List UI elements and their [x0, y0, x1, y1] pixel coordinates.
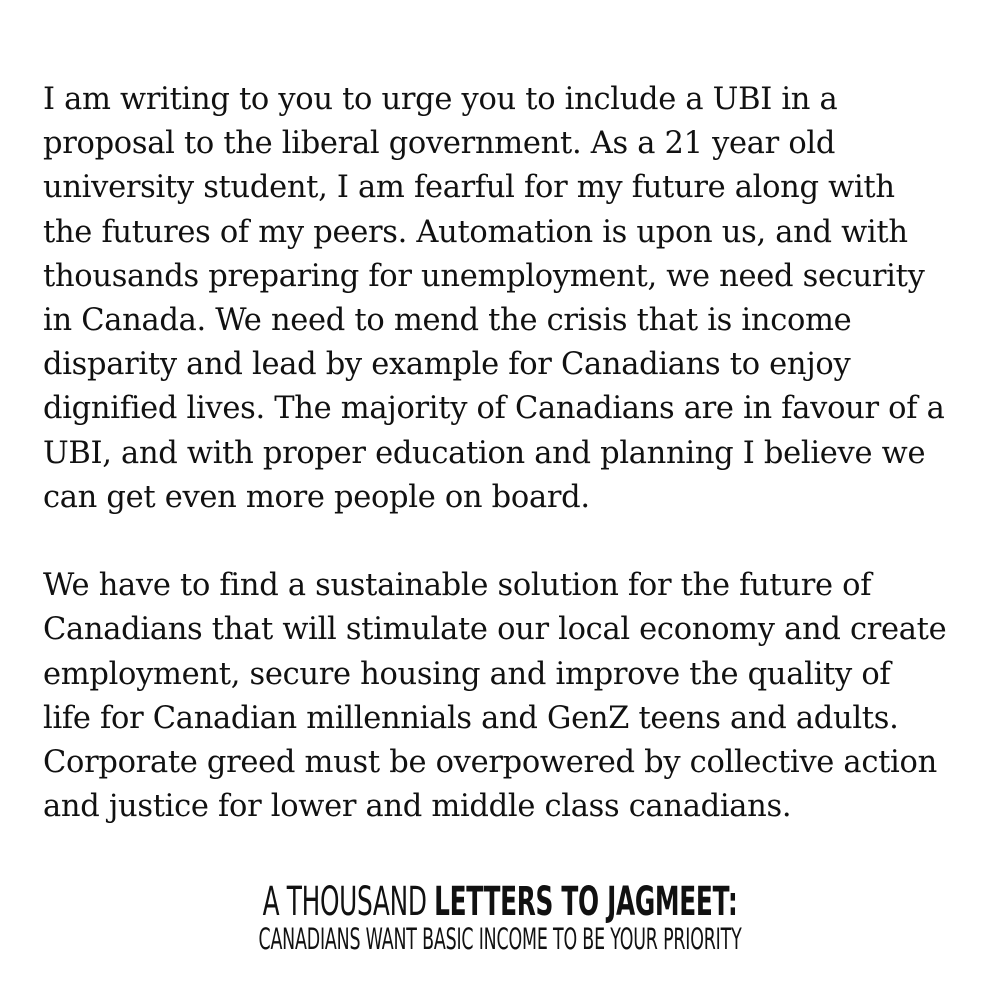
campaign-subtitle: CANADIANS WANT BASIC INCOME TO BE YOUR PRIORITY [258, 922, 742, 956]
letter-paragraph-2 [43, 564, 963, 829]
letter-line: employment, secure housing and improve the quality of [43, 656, 891, 692]
letter-line: in Canada. We need to mend the crisis that is income [43, 303, 852, 339]
letter-line: university student, I am fearful for my future along with [43, 170, 895, 206]
paragraph-gap [43, 520, 963, 564]
campaign-title-bold: LETTERS TO JAGMEET: [434, 879, 738, 925]
letter-line: thousands preparing for unemployment, we need security [43, 258, 925, 294]
campaign-footer [0, 878, 1000, 956]
letter-line: UBI, and with proper education and planning I believe we [43, 435, 926, 471]
campaign-title-light: A THOUSAND [262, 879, 435, 925]
letter-line: I am writing to you to urge you to include a UBI in a [43, 82, 838, 117]
letter-line: dignified lives. The majority of Canadians are in favour of a [43, 391, 945, 427]
letter-line: and justice for lower and middle class canadians. [43, 789, 792, 825]
letter-paragraph-1 [43, 78, 963, 520]
letter-line: the futures of my peers. Automation is upon us, and with [43, 214, 908, 250]
letter-line: disparity and lead by example for Canadians to enjoy [43, 347, 851, 383]
letter-line: We have to find a sustainable solution for the future of [43, 568, 872, 604]
letter-line: proposal to the liberal government. As a 21 year old [43, 126, 836, 162]
letter-line: Corporate greed must be overpowered by collective action [43, 745, 937, 781]
letter-line: can get even more people on board. [43, 479, 590, 515]
letter-line: Canadians that will stimulate our local economy and create [43, 612, 947, 648]
letter-body [43, 78, 963, 829]
campaign-title [190, 878, 810, 926]
letter-line: life for Canadian millennials and GenZ teens and adults. [43, 700, 899, 736]
